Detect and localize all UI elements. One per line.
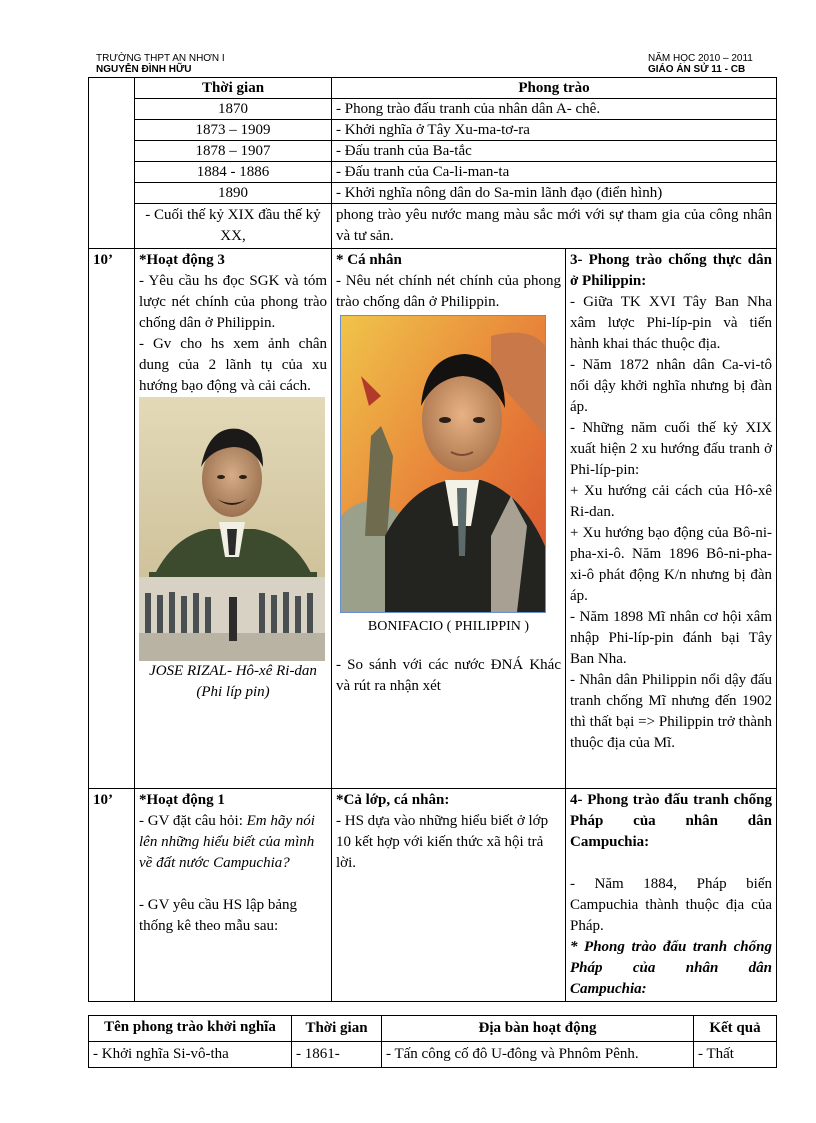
rizal-caption-1: JOSE RIZAL- Hô-xê Ri-dan: [149, 663, 317, 679]
cambodia-stats-table: [88, 1015, 777, 1068]
section3-content-p1: - Giữa TK XVI Tây Ban Nha xâm lược Phi-líp-pin và tiến hành khai thác thuộc địa.: [570, 294, 772, 352]
stats-col-area: Địa bàn hoạt động: [382, 1016, 694, 1042]
timeline-movement: - Khởi nghĩa ở Tây Xu-ma-tơ-ra: [332, 120, 777, 141]
timeline-time: 1890: [135, 183, 332, 204]
timeline-row: [89, 99, 777, 120]
section4-activity-p1-lead: - GV đặt câu hỏi:: [139, 813, 247, 829]
header-left: [96, 53, 225, 75]
section4-activity-question: Em hãy nói lên những hiểu biết của mình về đất nước Campuchia?: [139, 813, 315, 871]
stats-result: - Thất: [694, 1042, 777, 1068]
school-name: TRƯỜNG THPT AN NHƠN I: [96, 53, 225, 64]
timeline-col-time: Thời gian: [135, 78, 332, 99]
stats-name: - Khởi nghĩa Si-vô-tha: [89, 1042, 292, 1068]
timeline-time: 1884 - 1886: [135, 162, 332, 183]
section3-content-p5: + Xu hướng bạo động của Bô-ni-pha-xi-ô. Năm 1896 Bô-ni-pha-xi-ô phát động K/n nhưng bị đàn áp.: [570, 525, 772, 604]
section4-content-p1: - Năm 1884, Pháp biến Campuchia thành thuộc địa của Pháp.: [570, 876, 772, 934]
section3-student-p2: - So sánh với các nước ĐNÁ Khác và rút ra nhận xét: [336, 657, 561, 694]
stats-col-time: Thời gian: [292, 1016, 382, 1042]
section4-student-p1: - HS dựa vào những hiểu biết ở lớp 10 kết hợp với kiến thức xã hội trả lời.: [336, 813, 549, 871]
bonifacio-caption: BONIFACIO ( PHILIPPIN ): [367, 619, 530, 634]
timeline-summary-row: [89, 204, 777, 249]
stats-header-row: [89, 1016, 777, 1042]
section3-student: [332, 249, 566, 789]
header-right: [648, 53, 766, 75]
stats-row: [89, 1042, 777, 1068]
section3-activity: [135, 249, 332, 789]
section4-activity-p1: [139, 811, 327, 874]
timeline-time: 1870: [135, 99, 332, 120]
summary-movement: phong trào yêu nước mang màu sắc mới với sự tham gia của công nhân và tư sản.: [332, 204, 777, 249]
section4-student-title: *Cả lớp, cá nhân:: [336, 792, 450, 808]
section4-activity-p2: - GV yêu cầu HS lập bảng thống kê theo mẫu sau:: [139, 897, 298, 934]
section3-content-p4: + Xu hướng cải cách của Hô-xê Ri-dan.: [570, 483, 772, 520]
section3-student-title: * Cá nhân: [336, 252, 402, 268]
stats-col-name: Tên phong trào khởi nghĩa: [89, 1016, 292, 1042]
timeline-movement: - Phong trào đấu tranh của nhân dân A- chê.: [332, 99, 777, 120]
section3-activity-p2: - Gv cho hs xem ảnh chân dung của 2 lãnh tụ của xu hướng bạo động và cải cách.: [139, 336, 327, 394]
section4-content-p2: * Phong trào đấu tranh chống Pháp của nhân dân Campuchia:: [570, 939, 772, 997]
timeline-movement: - Khởi nghĩa nông dân do Sa-min lãnh đạo (điển hình): [332, 183, 777, 204]
rizal-caption-2: (Phi líp pin): [196, 684, 270, 700]
timeline-row: [89, 183, 777, 204]
timeline-row: [89, 141, 777, 162]
rizal-portrait-image: [139, 397, 325, 661]
section4-content-title: 4- Phong trào đấu tranh chống Pháp của nhân dân Campuchia:: [570, 792, 772, 850]
section3-content-p6: - Năm 1898 Mĩ nhân cơ hội xâm nhập Phi-líp-pin đánh bại Tây Ban Nha.: [570, 609, 772, 667]
section3-content-p3: - Những năm cuối thế kỷ XIX xuất hiện 2 xu hướng đấu tranh ở Phi-líp-pin:: [570, 420, 772, 478]
stats-col-result: Kết quả: [694, 1016, 777, 1042]
empty-time-cell: [89, 78, 135, 249]
subject-title: GIÁO ÁN SỬ 11 - CB: [648, 64, 746, 75]
section3-content-p2: - Năm 1872 nhân dân Ca-vi-tô nổi dậy khởi nghĩa nhưng bị đàn áp.: [570, 357, 772, 415]
timeline-time: 1873 – 1909: [135, 120, 332, 141]
timeline-row: [89, 162, 777, 183]
section3-activity-title: *Hoạt động 3: [139, 252, 225, 268]
section3-time: 10’: [89, 249, 135, 789]
section4-row: [89, 789, 777, 1002]
section3-content: [566, 249, 777, 789]
timeline-col-movement: Phong trào: [332, 78, 777, 99]
timeline-time: 1878 – 1907: [135, 141, 332, 162]
school-year: NĂM HỌC 2010 – 2011: [648, 53, 753, 64]
section3-activity-p1: - Yêu cầu hs đọc SGK và tóm lược nét chính của phong trào chống dân ở Philippin.: [139, 273, 327, 331]
section4-student: [332, 789, 566, 1002]
bonifacio-portrait-image: [340, 315, 546, 613]
timeline-movement: - Đấu tranh của Ca-li-man-ta: [332, 162, 777, 183]
section3-student-p1: - Nêu nét chính nét chính của phong trào chống dân ở Philippin.: [336, 273, 561, 310]
section3-content-title: 3- Phong trào chống thực dân ở Philippin:: [570, 252, 772, 289]
stats-area: - Tấn công cố đô U-đông và Phnôm Pênh.: [382, 1042, 694, 1068]
section4-time: 10’: [89, 789, 135, 1002]
stats-time: - 1861-: [292, 1042, 382, 1068]
section3-content-p7: - Nhân dân Philippin nổi dậy đấu tranh chống Mĩ nhưng đến 1902 thì thất bại => Philippin trở thành thuộc địa của Mĩ.: [570, 672, 772, 751]
section4-activity-title: *Hoạt động 1: [139, 792, 225, 808]
section4-activity: [135, 789, 332, 1002]
timeline-movement: - Đấu tranh của Ba-tắc: [332, 141, 777, 162]
timeline-row: [89, 120, 777, 141]
section3-row: [89, 249, 777, 789]
timeline-header-row: [89, 78, 777, 99]
section4-content: [566, 789, 777, 1002]
lesson-table: [88, 77, 777, 1002]
summary-time: - Cuối thế kỷ XIX đầu thế kỷ XX,: [135, 204, 332, 249]
teacher-name: NGUYỄN ĐÌNH HỮU: [96, 64, 192, 75]
